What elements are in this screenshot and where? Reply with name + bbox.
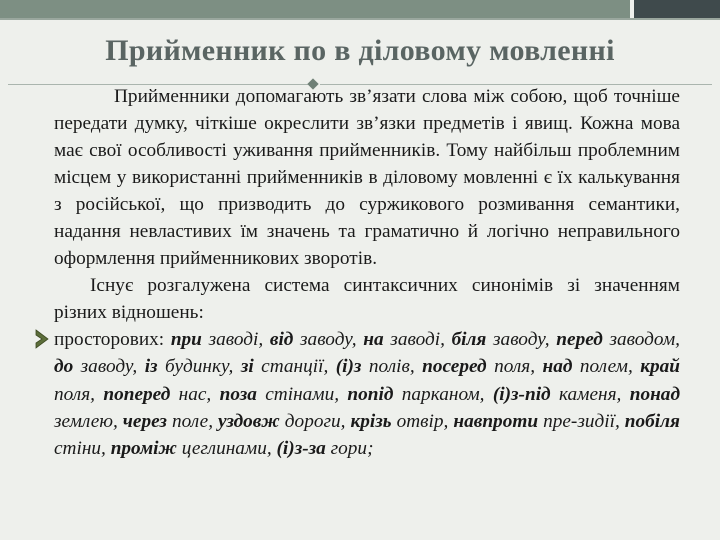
preposition-term: понад [629, 383, 681, 405]
paragraph-intro: Прийменники допомагають зв’язати слова між собою, щоб точніше передати думку, чіткіше окреслити зв’язки предметів і явищ. Кожна мова має свої особливості уживання прийменників. Тому найбільш проблемним місцем у використанні прийменників в діловому мовленні є їх калькування з російської, що призводить до суржикового розмивання семантики, надання невластивих їм значень та граматично й логічно неправильного оформлення прийменникових зворотів. [54, 86, 680, 270]
example-word: нас, [170, 383, 220, 405]
bullet-spatial-text [54, 326, 680, 461]
preposition-term: побіля [624, 410, 680, 432]
example-word: полем, [572, 356, 641, 378]
preposition-term: над [542, 356, 573, 378]
slide-body [54, 83, 680, 462]
slide-title: Прийменник по в діловому мовленні [105, 34, 615, 67]
example-word: заводу, [486, 329, 557, 351]
slide-top-bar [0, 0, 630, 18]
preposition-term: уздовж [218, 410, 280, 432]
preposition-term: (і)з [335, 356, 362, 378]
preposition-term: поза [219, 383, 257, 405]
example-word: стіни, [54, 437, 111, 459]
example-word: заводом, [602, 329, 680, 351]
example-word: цеглинами, [176, 437, 277, 459]
example-word: пре-зидії, [538, 410, 625, 432]
paragraph-synonyms: Існує розгалужена система синтаксичних синонімів зі значенням різних відношень: [54, 275, 680, 324]
example-word: дороги, [279, 410, 351, 432]
preposition-term: проміж [110, 437, 177, 459]
preposition-term: навпроти [453, 410, 539, 432]
preposition-term: із [144, 356, 158, 378]
preposition-term: біля [451, 329, 487, 351]
preposition-term: до [54, 356, 74, 378]
example-word: поля, [54, 383, 104, 405]
preposition-term: попід [347, 383, 394, 405]
example-word: будинку, [157, 356, 241, 378]
example-word: землею, [54, 410, 123, 432]
preposition-term: від [269, 329, 294, 351]
example-word: поле, [166, 410, 219, 432]
slide-top-bar-accent [634, 0, 720, 18]
example-word: парканом, [393, 383, 493, 405]
preposition-term: при [170, 329, 202, 351]
preposition-term: зі [240, 356, 254, 378]
slide-top-line [0, 18, 720, 20]
preposition-term: перед [556, 329, 603, 351]
bullet-label: просторових: [54, 329, 171, 351]
preposition-term: крізь [350, 410, 392, 432]
example-word: заводі, [383, 329, 452, 351]
preposition-term: (і)з-за [276, 437, 326, 459]
example-word: каменя, [550, 383, 630, 405]
preposition-term: поперед [103, 383, 171, 405]
preposition-term: через [122, 410, 167, 432]
example-word: гори; [325, 437, 374, 459]
example-word: полів, [361, 356, 423, 378]
example-word: стінами, [256, 383, 348, 405]
example-word: заводу, [293, 329, 364, 351]
example-word: заводі, [201, 329, 270, 351]
arrow-bullet-icon [34, 328, 50, 350]
preposition-term: посеред [422, 356, 487, 378]
preposition-term: на [363, 329, 384, 351]
preposition-term: (і)з-під [492, 383, 551, 405]
bullet-spatial [54, 326, 680, 461]
preposition-term: край [640, 356, 680, 378]
example-word: станції, [253, 356, 336, 378]
example-word: отвір, [391, 410, 454, 432]
example-word: заводу, [73, 356, 145, 378]
example-word: поля, [486, 356, 543, 378]
